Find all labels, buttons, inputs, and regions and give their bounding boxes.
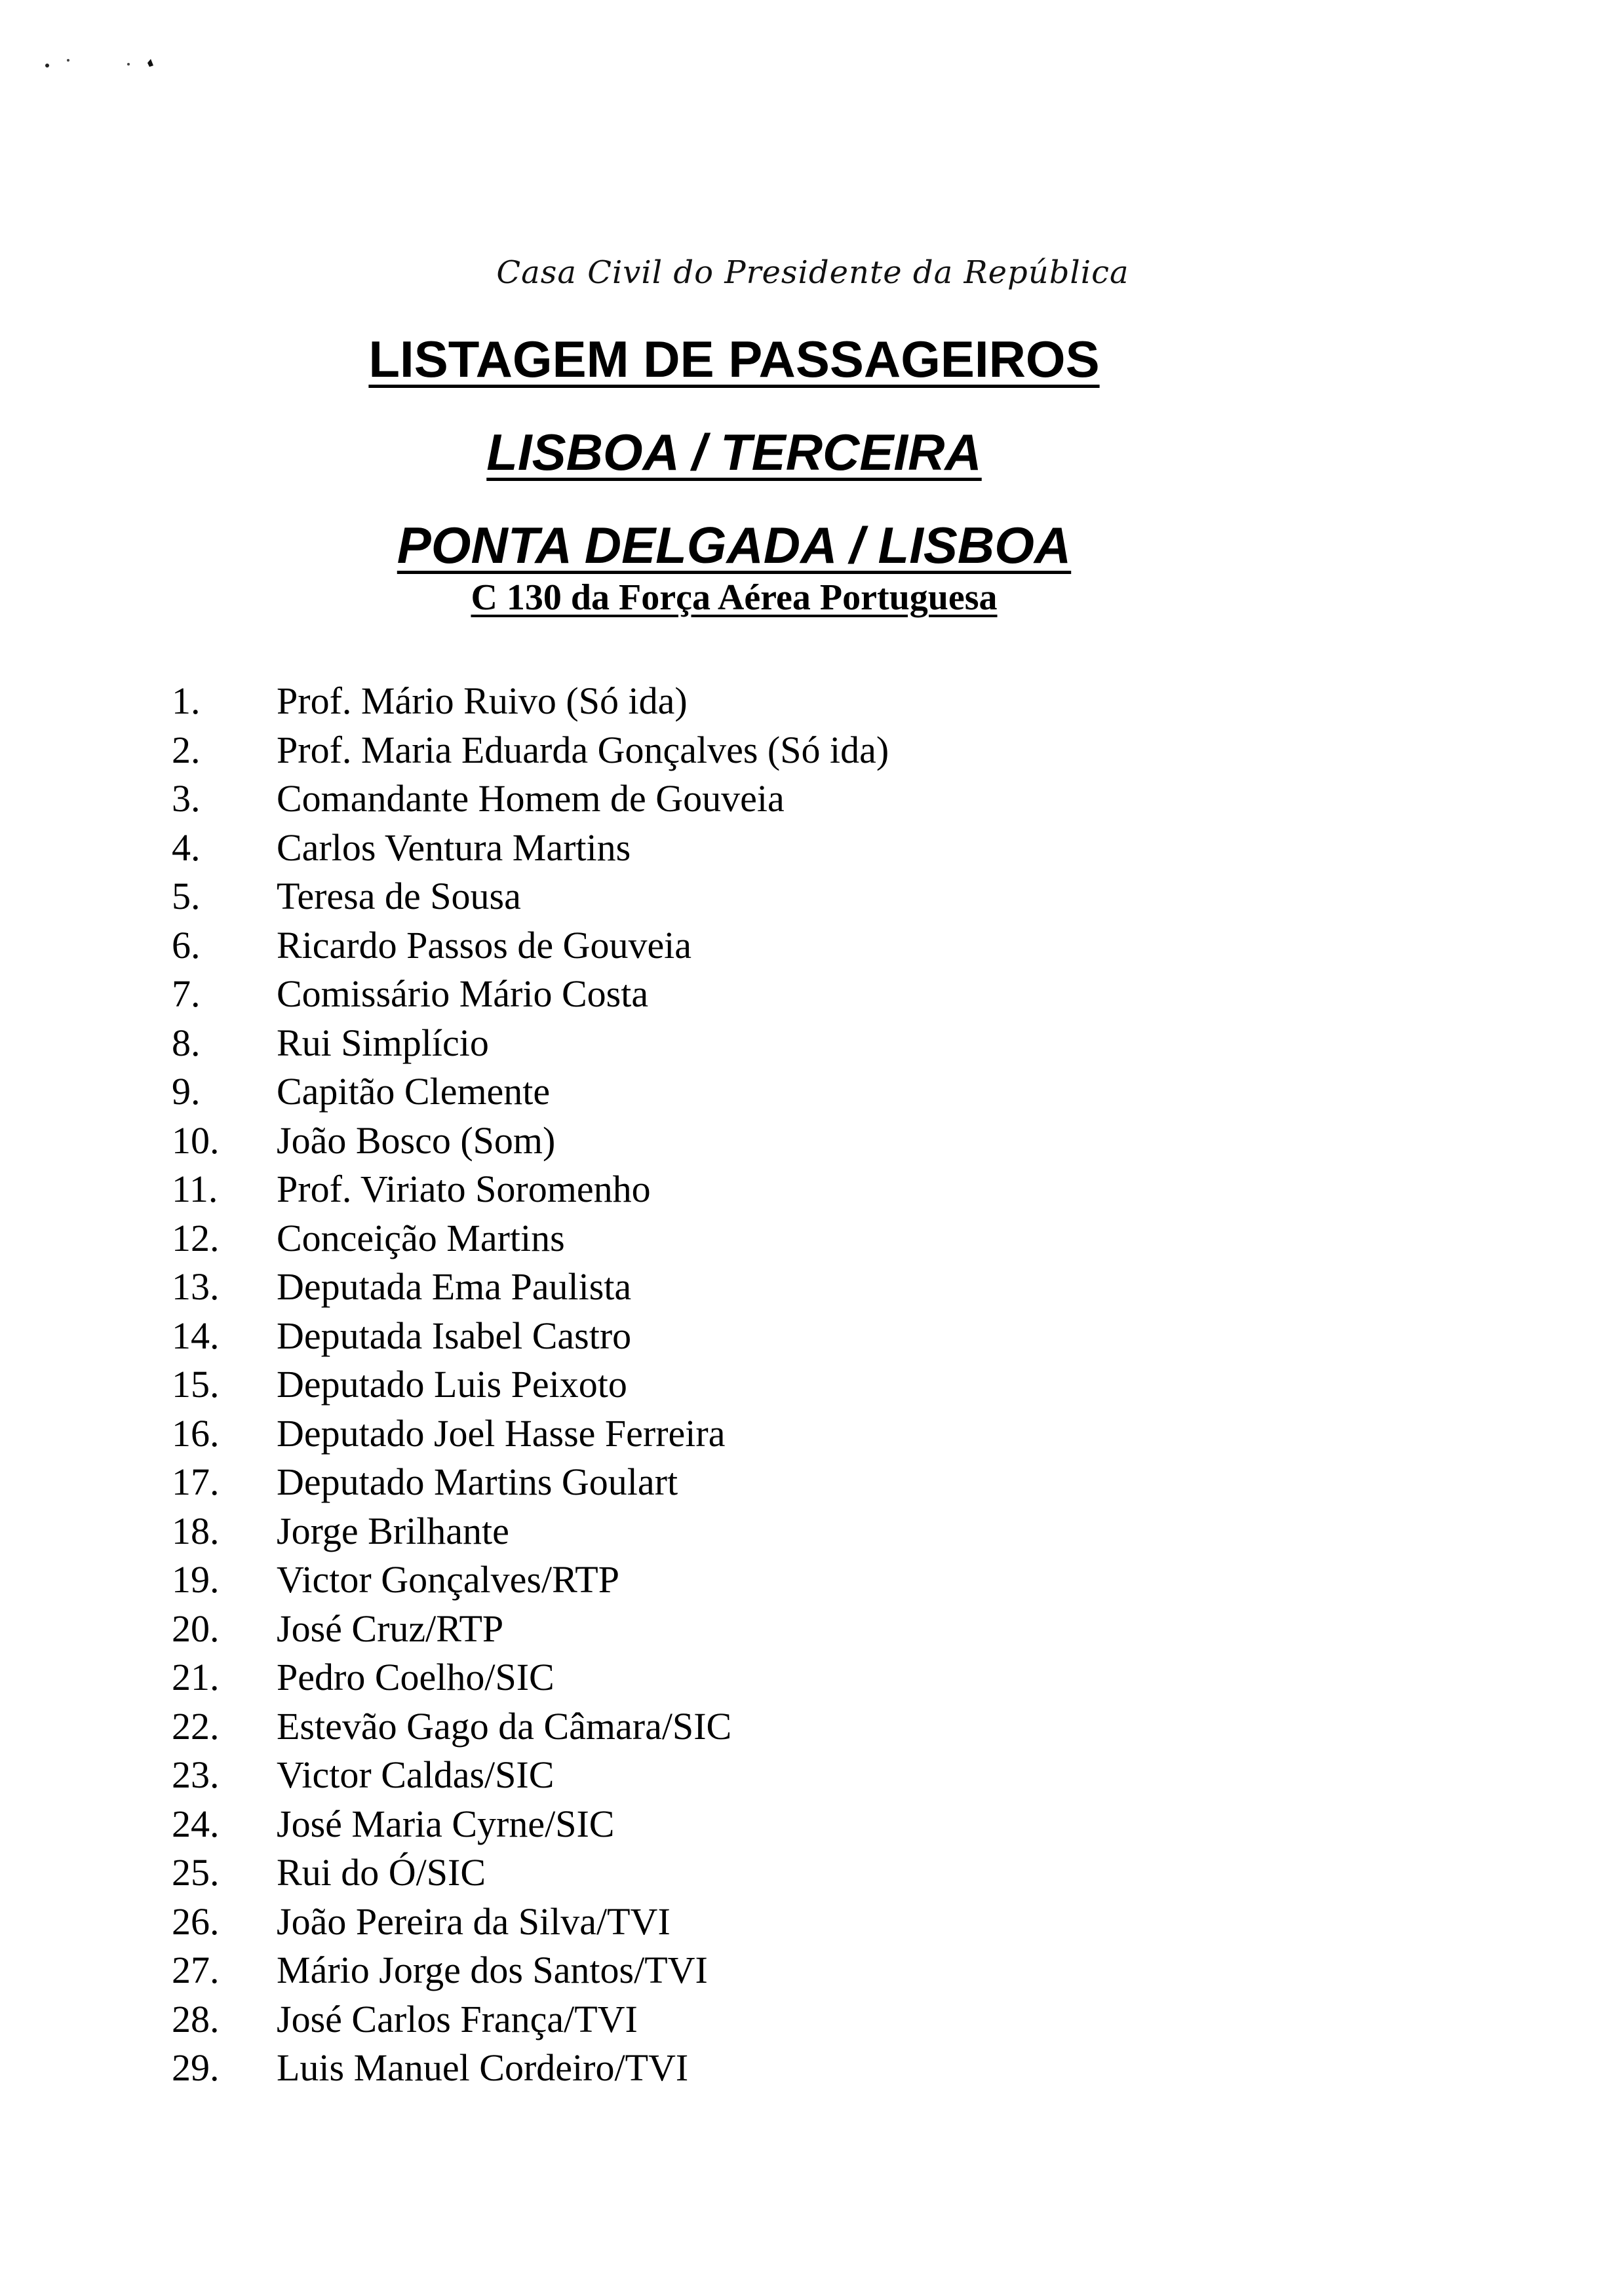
item-number: 5. [172,875,201,917]
passenger-name: Deputado Luis Peixoto [277,1363,627,1406]
passenger-name: Carlos Ventura Martins [277,826,631,869]
passenger-name: José Carlos França/TVI [277,1997,638,2040]
passenger-name: Mário Jorge dos Santos/TVI [277,1949,708,1991]
item-number: 22. [172,1704,220,1748]
title-block [223,331,1245,610]
route-text: PONTA DELGADA / LISBOA [397,516,1072,574]
list-item [172,921,1417,970]
passenger-name: João Bosco (Som) [277,1119,556,1162]
list-item [172,1458,1417,1507]
list-item [172,1800,1417,1849]
list-item [172,1165,1417,1214]
passenger-name: Teresa de Sousa [277,875,521,917]
item-number: 28. [172,1997,220,2040]
passenger-name: Deputada Ema Paulista [277,1265,632,1308]
passenger-name: Pedro Coelho/SIC [277,1656,555,1698]
passenger-name: Estevão Gago da Câmara/SIC [277,1704,732,1748]
passenger-name: Deputada Isabel Castro [277,1314,632,1357]
list-item [172,1898,1417,1947]
item-number: 26. [172,1900,220,1943]
item-number: 18. [172,1509,220,1552]
list-item [172,1507,1417,1556]
passenger-name: Deputado Joel Hasse Ferreira [277,1411,726,1455]
passenger-name: Luis Manuel Cordeiro/TVI [277,2046,689,2089]
item-number: 4. [172,826,201,869]
item-number: 25. [172,1851,220,1894]
item-number: 1. [172,679,201,722]
passenger-list [172,677,1417,2093]
item-number: 13. [172,1265,220,1308]
item-number: 15. [172,1363,220,1406]
item-number: 9. [172,1070,201,1113]
item-number: 17. [172,1461,220,1503]
passenger-name: Jorge Brilhante [277,1509,509,1552]
passenger-name: José Maria Cyrne/SIC [277,1802,615,1845]
list-item [172,1848,1417,1898]
passenger-name: Conceição Martins [277,1216,565,1259]
passenger-name: Prof. Mário Ruivo (Só ida) [277,679,688,722]
passenger-name: Ricardo Passos de Gouveia [277,923,692,966]
list-item [172,824,1417,873]
passenger-name: Rui Simplício [277,1021,489,1064]
item-number: 24. [172,1802,220,1845]
item-number: 23. [172,1753,220,1796]
list-item [172,1605,1417,1654]
list-item [172,726,1417,775]
item-number: 21. [172,1656,220,1698]
list-item [172,1263,1417,1312]
item-number: 11. [172,1168,218,1210]
item-number: 7. [172,972,201,1015]
route-text: LISBOA / TERCEIRA [486,423,982,481]
passenger-name: Deputado Martins Goulart [277,1461,678,1503]
list-item [172,1409,1417,1459]
item-number: 29. [172,2046,220,2089]
passenger-name: João Pereira da Silva/TVI [277,1900,671,1943]
title-line-2 [223,424,1245,480]
item-number: 6. [172,923,201,966]
item-number: 10. [172,1119,220,1162]
item-number: 20. [172,1607,220,1650]
letterhead: Casa Civil do Presidente da República [496,254,1129,291]
list-item [172,677,1417,726]
list-item [172,1946,1417,1995]
list-item [172,1019,1417,1068]
title-text: LISTAGEM DE PASSAGEIROS [368,330,1100,388]
list-item [172,1312,1417,1361]
item-number: 27. [172,1949,220,1991]
item-number: 14. [172,1314,220,1357]
passenger-name: Capitão Clemente [277,1070,551,1113]
item-number: 2. [172,728,201,771]
subtitle-text: C 130 da Força Aérea Portuguesa [471,577,998,618]
passenger-name: José Cruz/RTP [277,1607,504,1650]
item-number: 3. [172,777,201,820]
list-item [172,1214,1417,1263]
list-item [172,2044,1417,2093]
item-number: 8. [172,1021,201,1064]
list-item [172,1067,1417,1117]
item-number: 16. [172,1411,220,1455]
list-item [172,775,1417,824]
aircraft-subtitle [288,577,1180,619]
passenger-name: Prof. Viriato Soromenho [277,1168,651,1210]
passenger-name: Comandante Homem de Gouveia [277,777,785,820]
passenger-name: Comissário Mário Costa [277,972,649,1015]
title-line-1 [223,331,1245,387]
item-number: 12. [172,1216,220,1259]
list-item [172,1995,1417,2044]
list-item [172,872,1417,921]
list-item [172,1751,1417,1800]
item-number: 19. [172,1558,220,1601]
list-item [172,1117,1417,1166]
list-item [172,1653,1417,1702]
passenger-name: Rui do Ó/SIC [277,1851,486,1894]
list-item [172,1702,1417,1751]
list-item [172,970,1417,1019]
list-item [172,1360,1417,1409]
list-item [172,1556,1417,1605]
passenger-name: Prof. Maria Eduarda Gonçalves (Só ida) [277,728,889,771]
passenger-name: Victor Caldas/SIC [277,1753,555,1796]
passenger-name: Victor Gonçalves/RTP [277,1558,619,1601]
title-line-3 [223,517,1245,573]
scan-specks [39,46,184,85]
